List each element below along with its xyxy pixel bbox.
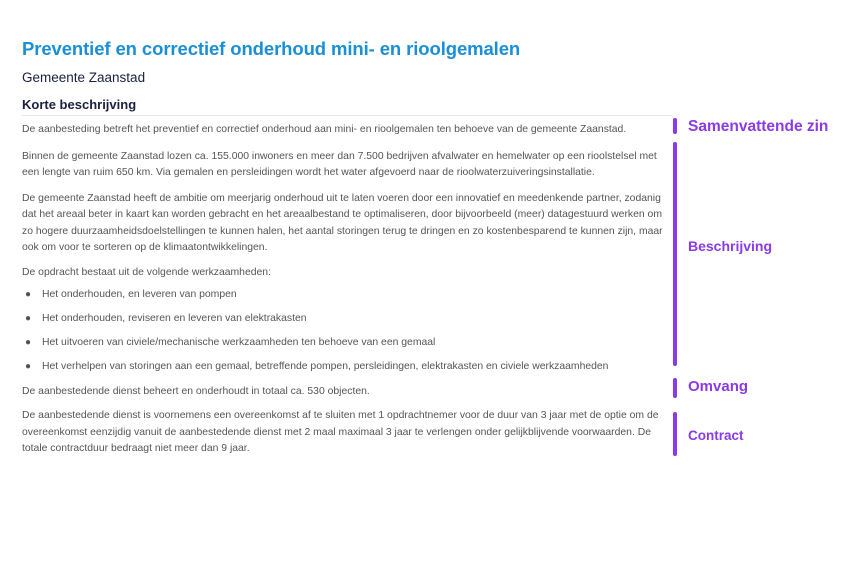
scope-paragraph: De aanbestedende dienst beheert en onderhoudt in totaal ca. 530 objecten. bbox=[22, 385, 370, 397]
contract-annotation-label: Contract bbox=[688, 428, 744, 443]
list-item: ● Het uitvoeren van civiele/mechanische werkzaamheden ten behoeve van een gemaal bbox=[42, 335, 672, 352]
bullet-icon: ● bbox=[25, 313, 32, 324]
section-heading: Korte beschrijving bbox=[22, 97, 672, 116]
document bbox=[22, 38, 672, 458]
page-title: Preventief en correctief onderhoud mini- en rioolgemalen bbox=[22, 38, 521, 59]
context-paragraph: Binnen de gemeente Zaanstad lozen ca. 155.000 inwoners en meer dan 7.500 bedrijven afvalwater en hemelwater op een rioolstelsel met een lengte van ruim 650 km. Via gemalen en persleidingen wordt het water afgevoerd naar de rioolwaterzuiveringsinstallatie. bbox=[22, 150, 657, 178]
list-item: ● Het onderhouden, en leveren van pompen bbox=[42, 287, 672, 304]
contract-annotation-bar bbox=[673, 412, 677, 456]
summary-annotation-bar bbox=[673, 118, 677, 134]
list-item: ● Het onderhouden, reviseren en leveren van elektrakasten bbox=[42, 311, 672, 328]
description-annotation-bar bbox=[673, 142, 677, 366]
scope-annotation-bar bbox=[673, 378, 677, 398]
bullet-icon: ● bbox=[25, 289, 32, 300]
scope-annotation-label: Omvang bbox=[688, 378, 749, 395]
contract-paragraph: De aanbestedende dienst is voornemens een overeenkomst af te sluiten met 1 opdrachtnemer voor de duur van 3 jaar met de optie om de overeenkomst eenzijdig vanuit de aanbestedende dienst met 2 maal maximaal 3 jaar te verlengen onder gelijkblijvende voorwaarden. De totale contractduur bedraagt niet meer dan 9 jaar. bbox=[22, 410, 659, 454]
organization-name: Gemeente Zaanstad bbox=[22, 70, 146, 85]
list-item: ● Het verhelpen van storingen aan een gemaal, betreffende pompen, persleidingen, elektrakasten en civiele werkzaamheden bbox=[42, 359, 672, 376]
tasks-intro-paragraph: De opdracht bestaat uit de volgende werkzaamheden: bbox=[22, 266, 271, 278]
task-list bbox=[22, 287, 672, 376]
ambition-paragraph: De gemeente Zaanstad heeft de ambitie om meerjarig onderhoud uit te laten voeren door een innovatief en meedenkende partner, zodanig dat het areaal beter in kaart kan worden gebracht en het areaalbestand te optimaliseren, door bijvoorbeeld (meer) datagestuurd werken om zo hogere duurzaamheidsdoelstellingen te kunnen halen, het aantal storingen terug te dringen en zo kostenbesparend te kunnen zijn, maar ook om voor te sorteren op de klimaatontwikkelingen. bbox=[22, 192, 663, 253]
description-annotation-label: Beschrijving bbox=[688, 238, 773, 254]
bullet-icon: ● bbox=[25, 361, 32, 372]
summary-paragraph: De aanbesteding betreft het preventief en correctief onderhoud aan mini- en rioolgemalen ten behoeve van de gemeente Zaanstad. bbox=[22, 124, 627, 135]
summary-annotation-label: Samenvattende zin bbox=[688, 118, 829, 135]
bullet-icon: ● bbox=[25, 337, 32, 348]
